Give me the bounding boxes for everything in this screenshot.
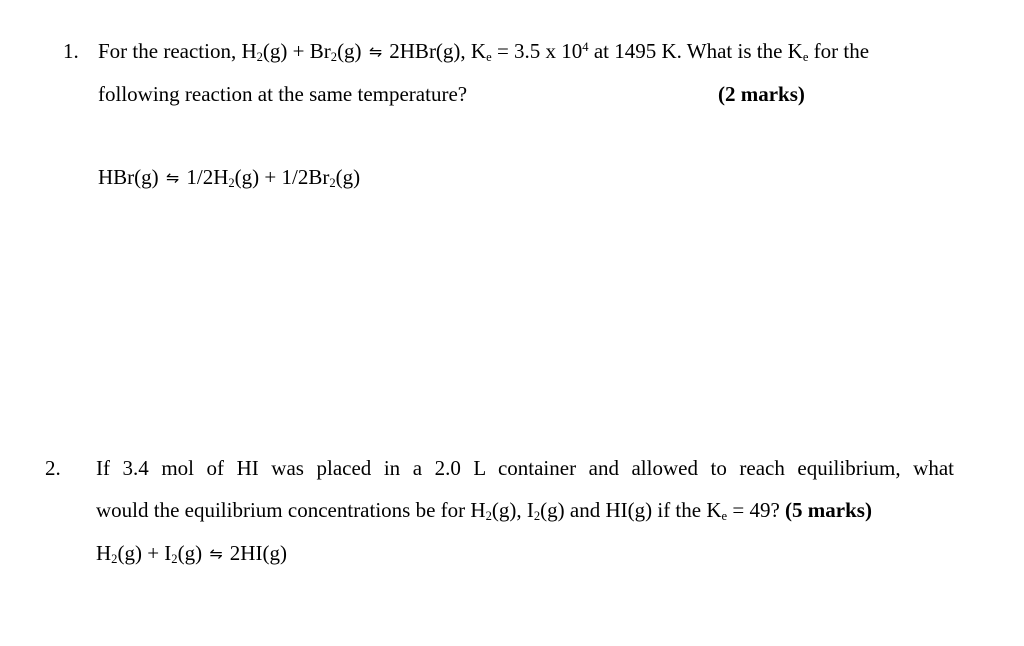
subscript: 2: [111, 552, 118, 567]
text: (g): [177, 541, 208, 565]
text: (g), I: [491, 498, 534, 522]
subscript: e: [802, 50, 809, 65]
text: = 3.5 x 10: [491, 39, 583, 63]
text: H: [96, 541, 112, 565]
question-2-equation: [96, 541, 287, 567]
text: would the equilibrium concentrations be for H: [96, 498, 486, 522]
question-1-text-line-2: following reaction at the same temperature?: [98, 82, 468, 106]
subscript: 2: [256, 50, 263, 65]
subscript: 2: [171, 552, 178, 567]
text: For the reaction, H: [98, 39, 257, 63]
question-1-equation: [98, 165, 361, 191]
subscript: 2: [228, 176, 235, 191]
question-2-number: 2.: [45, 456, 61, 480]
text: (g) and HI(g) if the K: [540, 498, 722, 522]
text: 2HI(g): [224, 541, 287, 565]
text: HBr(g): [98, 165, 164, 189]
subscript: 2: [485, 509, 492, 524]
question-1-text-line-1: [98, 39, 870, 65]
text: = 49?: [727, 498, 786, 522]
question-1-marks: (2 marks): [718, 82, 805, 106]
text: at 1495 K. What is the K: [588, 39, 803, 63]
subscript: 2: [329, 176, 336, 191]
equilibrium-arrow-icon: ⇋: [165, 167, 180, 187]
text: 2HBr(g), K: [384, 39, 487, 63]
question-2-text-line-2: [96, 498, 872, 524]
text: (g): [335, 165, 361, 189]
text: (g) + Br: [262, 39, 331, 63]
text: (g) + 1/2Br: [234, 165, 330, 189]
equilibrium-arrow-icon: ⇋: [368, 41, 383, 61]
subscript: 2: [330, 50, 338, 65]
subscript: 2: [533, 509, 541, 524]
subscript: e: [486, 50, 492, 65]
superscript: 4: [582, 40, 589, 55]
text: 1/2H: [181, 165, 229, 189]
text: (g): [337, 39, 367, 63]
text: for the: [808, 39, 870, 63]
text: (g) + I: [117, 541, 172, 565]
subscript: e: [721, 509, 728, 524]
question-2-text-line-1: If 3.4 mol of HI was placed in a 2.0 L container and allowed to reach equilibrium, what: [96, 456, 954, 480]
question-2-marks: (5 marks): [785, 498, 872, 522]
question-1-number: 1.: [63, 39, 79, 63]
equilibrium-arrow-icon: ⇋: [209, 543, 223, 563]
